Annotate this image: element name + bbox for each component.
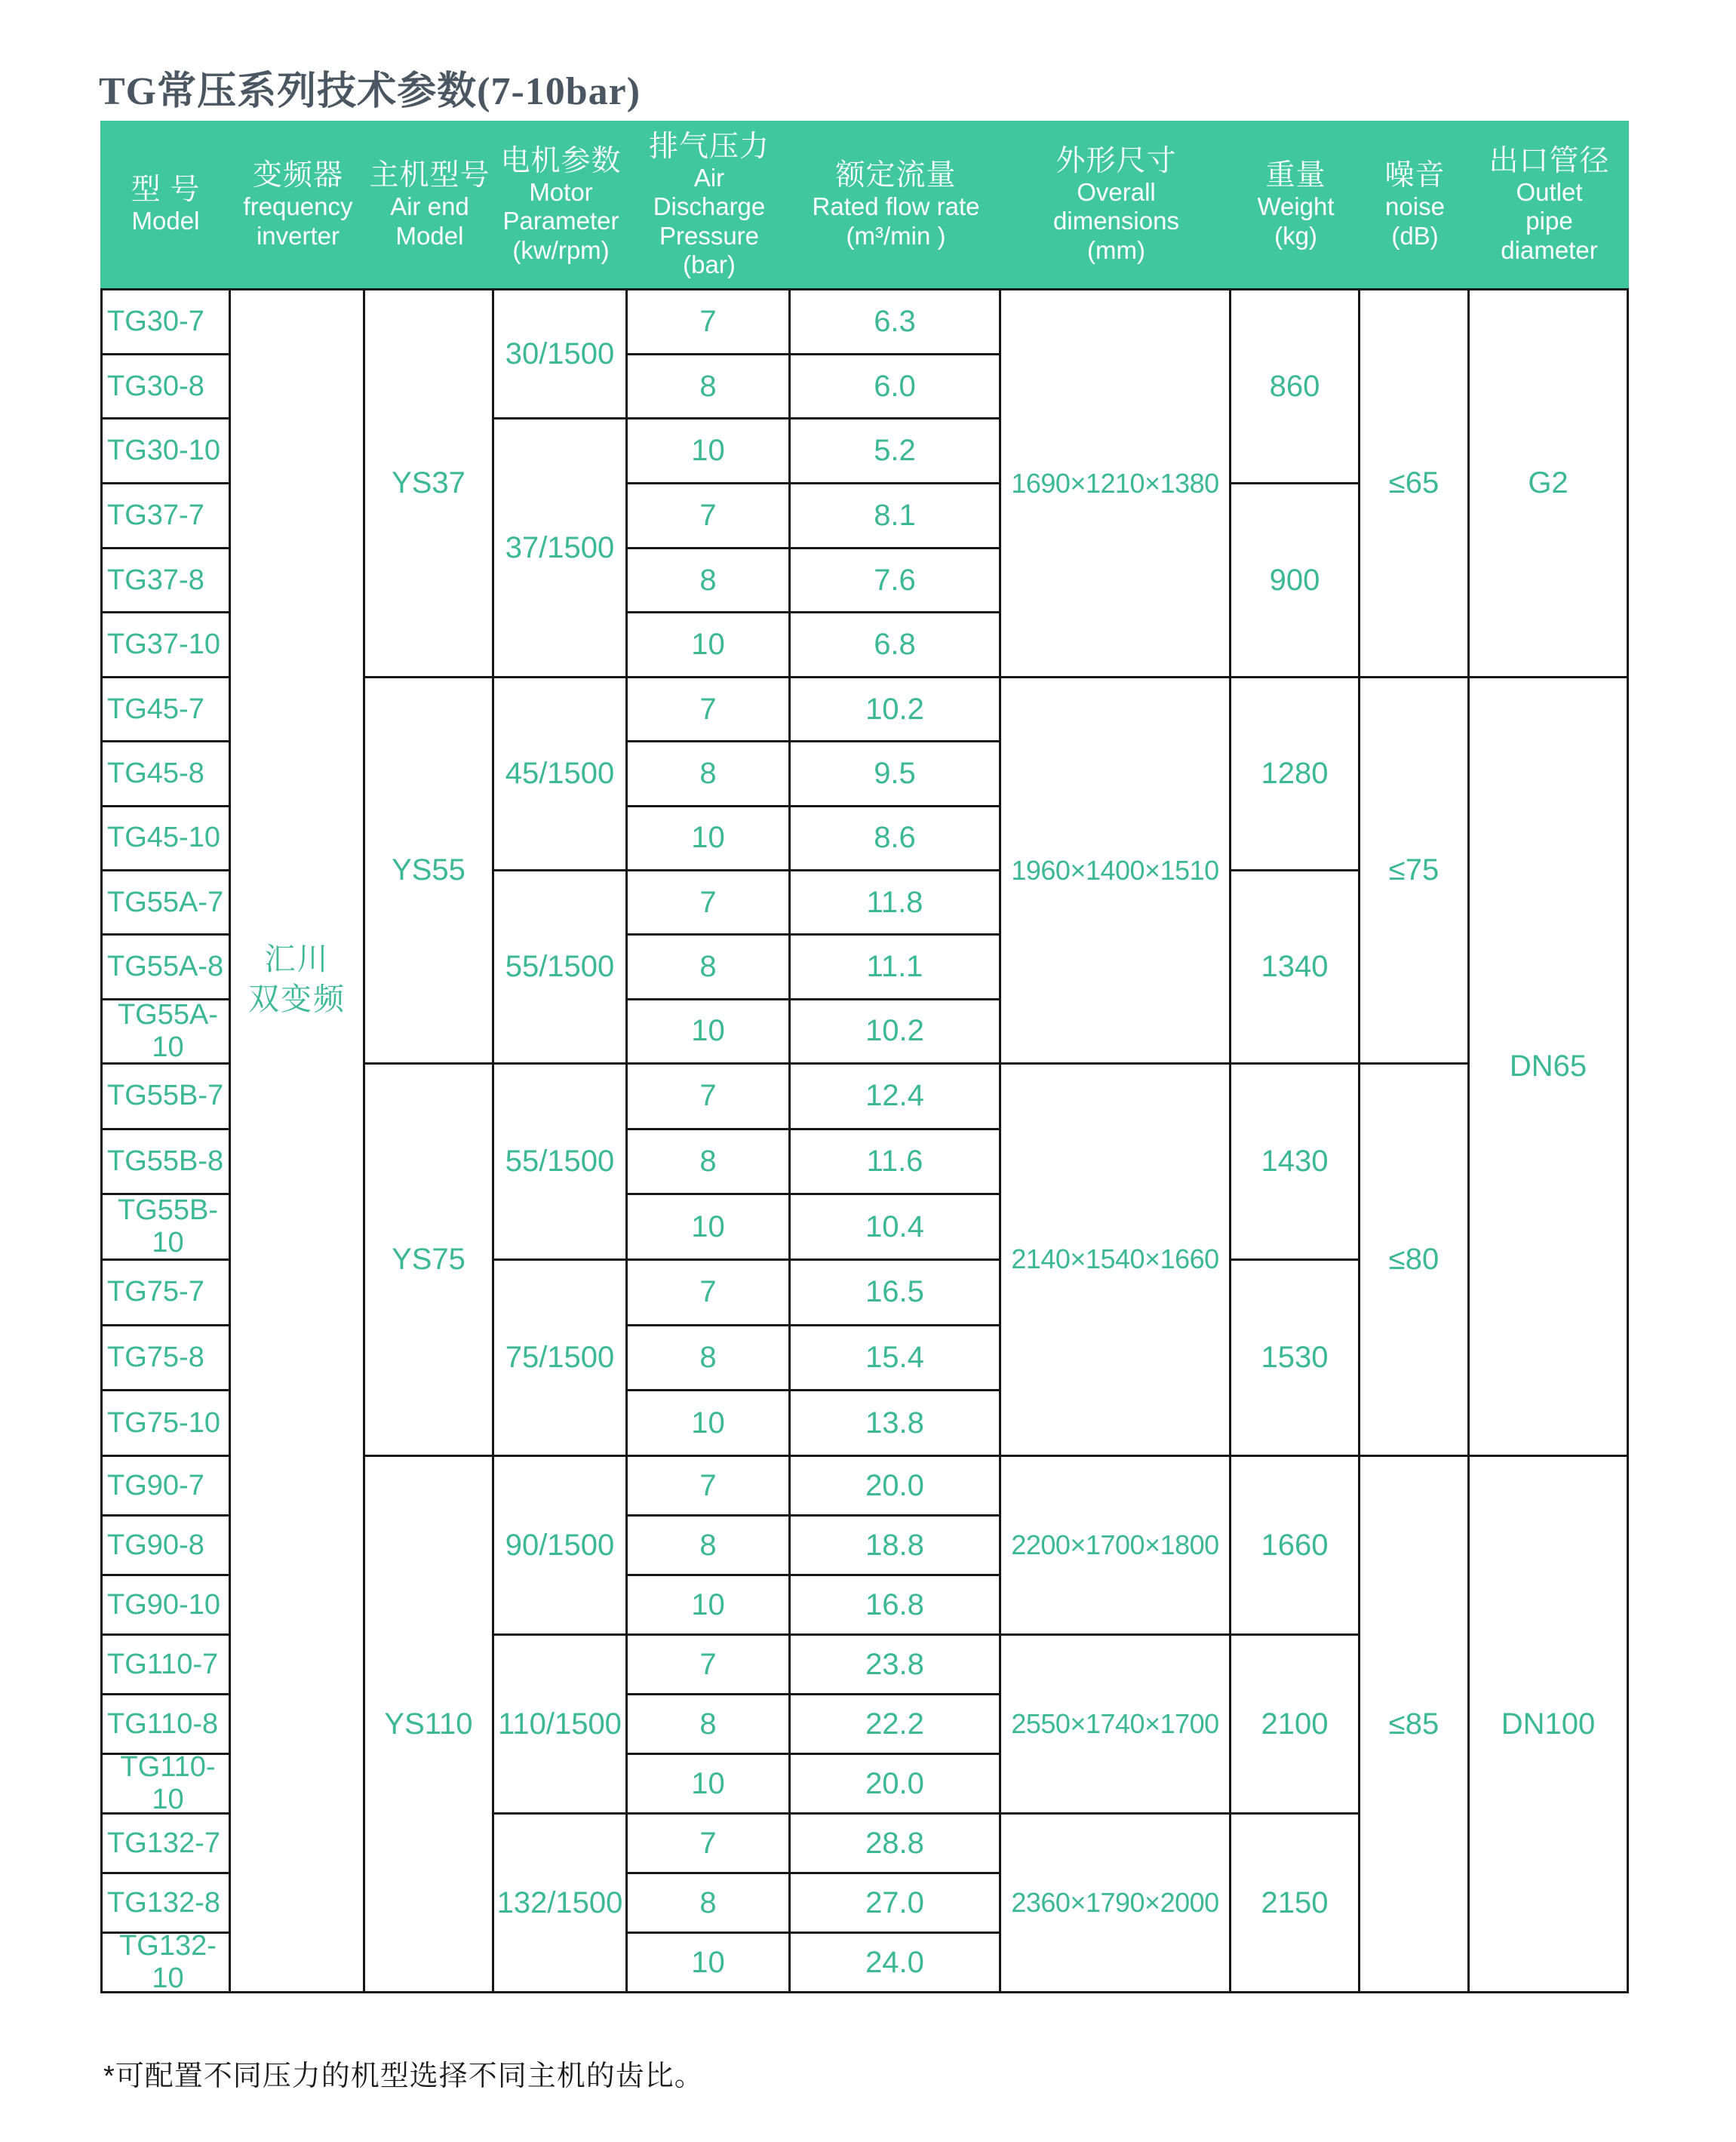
flow-cell: 8.6 xyxy=(791,807,1001,871)
model-cell: TG37-7 xyxy=(100,484,231,549)
inverter-cell xyxy=(231,290,365,1993)
weight-cell: 2100 xyxy=(1231,1636,1360,1815)
model-cell: TG90-10 xyxy=(100,1576,231,1636)
flow-cell: 22.2 xyxy=(791,1695,1001,1755)
pressure-cell: 8 xyxy=(628,549,791,614)
pressure-cell: 10 xyxy=(628,1934,791,1993)
motor-cell: 110/1500 xyxy=(494,1636,628,1815)
col-header-outlet-line: Outlet xyxy=(1516,178,1583,207)
outlet-cell: DN65 xyxy=(1470,678,1629,1457)
flow-cell: 11.1 xyxy=(791,936,1001,1000)
pressure-cell: 7 xyxy=(628,1065,791,1130)
model-cell: TG132-10 xyxy=(100,1934,231,1993)
col-header-noise-line: noise xyxy=(1385,192,1445,221)
air-end-cell: YS37 xyxy=(365,290,494,678)
flow-cell: 16.8 xyxy=(791,1576,1001,1636)
flow-cell: 15.4 xyxy=(791,1326,1001,1392)
flow-cell: 16.5 xyxy=(791,1261,1001,1326)
flow-cell: 11.6 xyxy=(791,1130,1001,1196)
dimensions-cell: 2140×1540×1660 xyxy=(1001,1065,1231,1457)
pressure-cell: 7 xyxy=(628,484,791,549)
model-cell: TG75-10 xyxy=(100,1391,231,1457)
col-header-inverter-line: frequency xyxy=(243,192,353,221)
weight-cell: 1430 xyxy=(1231,1065,1360,1261)
noise-cell: ≤65 xyxy=(1360,290,1470,678)
col-header-flow xyxy=(791,121,1001,290)
model-cell: TG110-8 xyxy=(100,1695,231,1755)
air-end-cell: YS75 xyxy=(365,1065,494,1457)
flow-cell: 20.0 xyxy=(791,1755,1001,1815)
air-end-cell: YS110 xyxy=(365,1457,494,1993)
flow-cell: 27.0 xyxy=(791,1874,1001,1934)
col-header-flow-line: (m³/min ) xyxy=(846,221,946,250)
motor-cell: 55/1500 xyxy=(494,871,628,1065)
spec-table xyxy=(100,121,1629,1993)
col-header-inverter-line: inverter xyxy=(256,221,340,250)
weight-cell: 2150 xyxy=(1231,1815,1360,1993)
flow-cell: 7.6 xyxy=(791,549,1001,614)
flow-cell: 6.8 xyxy=(791,613,1001,678)
pressure-cell: 10 xyxy=(628,1755,791,1815)
model-cell: TG45-10 xyxy=(100,807,231,871)
col-header-motor-line: 电机参数 xyxy=(500,144,622,177)
dimensions-cell: 2550×1740×1700 xyxy=(1001,1636,1231,1815)
pressure-cell: 10 xyxy=(628,1576,791,1636)
col-header-outlet-line: pipe xyxy=(1526,207,1573,235)
flow-cell: 10.2 xyxy=(791,678,1001,742)
col-header-outlet-line: diameter xyxy=(1501,235,1598,264)
weight-cell: 1280 xyxy=(1231,678,1360,871)
motor-cell: 55/1500 xyxy=(494,1065,628,1261)
motor-cell: 45/1500 xyxy=(494,678,628,871)
model-cell: TG110-10 xyxy=(100,1755,231,1815)
col-header-noise-line: (dB) xyxy=(1391,221,1439,250)
air-end-cell: YS55 xyxy=(365,678,494,1065)
motor-cell: 37/1500 xyxy=(494,419,628,678)
col-header-motor-line: Parameter xyxy=(502,207,619,235)
pressure-cell: 7 xyxy=(628,871,791,936)
pressure-cell: 8 xyxy=(628,1130,791,1196)
col-header-airend-line: 主机型号 xyxy=(369,159,490,192)
weight-cell: 1530 xyxy=(1231,1261,1360,1457)
col-header-flow-line: 额定流量 xyxy=(835,159,957,192)
weight-cell: 1340 xyxy=(1231,871,1360,1065)
noise-cell: ≤85 xyxy=(1360,1457,1470,1993)
col-header-model-line: Model xyxy=(131,207,200,235)
pressure-cell: 8 xyxy=(628,1695,791,1755)
weight-cell: 860 xyxy=(1231,290,1360,484)
model-cell: TG55A-8 xyxy=(100,936,231,1000)
pressure-cell: 10 xyxy=(628,1391,791,1457)
pressure-cell: 8 xyxy=(628,1874,791,1934)
col-header-inverter-line: 变频器 xyxy=(252,159,343,192)
pressure-cell: 8 xyxy=(628,742,791,807)
pressure-cell: 8 xyxy=(628,355,791,420)
inverter-label-line: 双变频 xyxy=(248,982,346,1017)
pressure-cell: 7 xyxy=(628,290,791,355)
pressure-cell: 10 xyxy=(628,1000,791,1065)
model-cell: TG37-8 xyxy=(100,549,231,614)
pressure-cell: 7 xyxy=(628,678,791,742)
model-cell: TG75-7 xyxy=(100,1261,231,1326)
motor-cell: 30/1500 xyxy=(494,290,628,419)
dimensions-cell: 2200×1700×1800 xyxy=(1001,1457,1231,1636)
flow-cell: 6.3 xyxy=(791,290,1001,355)
col-header-dimensions-line: Overall xyxy=(1077,178,1156,207)
col-header-motor xyxy=(494,121,628,290)
inverter-label xyxy=(231,939,363,1020)
col-header-pressure-line: (bar) xyxy=(683,250,736,278)
model-cell: TG30-8 xyxy=(100,355,231,420)
dimensions-cell: 2360×1790×2000 xyxy=(1001,1815,1231,1993)
weight-cell: 900 xyxy=(1231,484,1360,678)
col-header-weight-line: (kg) xyxy=(1274,221,1317,250)
dimensions-cell: 1960×1400×1510 xyxy=(1001,678,1231,1065)
col-header-dimensions-line: dimensions xyxy=(1053,207,1179,235)
flow-cell: 20.0 xyxy=(791,1457,1001,1517)
col-header-dimensions-line: (mm) xyxy=(1087,235,1145,264)
flow-cell: 13.8 xyxy=(791,1391,1001,1457)
col-header-weight-line: Weight xyxy=(1257,192,1335,221)
col-header-pressure-line: Discharge xyxy=(653,192,766,221)
col-header-model xyxy=(100,121,231,290)
motor-cell: 132/1500 xyxy=(494,1815,628,1993)
pressure-cell: 7 xyxy=(628,1815,791,1874)
noise-cell: ≤80 xyxy=(1360,1065,1470,1457)
col-header-pressure-line: Pressure xyxy=(659,221,760,250)
model-cell: TG30-10 xyxy=(100,419,231,484)
col-header-pressure-line: 排气压力 xyxy=(648,130,770,163)
inverter-label-line: 汇川 xyxy=(264,942,330,976)
pressure-cell: 8 xyxy=(628,1517,791,1576)
pressure-cell: 10 xyxy=(628,1195,791,1261)
model-cell: TG55B-10 xyxy=(100,1195,231,1261)
model-cell: TG30-7 xyxy=(100,290,231,355)
model-cell: TG90-7 xyxy=(100,1457,231,1517)
pressure-cell: 8 xyxy=(628,1326,791,1392)
model-cell: TG75-8 xyxy=(100,1326,231,1392)
flow-cell: 28.8 xyxy=(791,1815,1001,1874)
model-cell: TG45-8 xyxy=(100,742,231,807)
model-cell: TG110-7 xyxy=(100,1636,231,1695)
col-header-inverter xyxy=(231,121,365,290)
col-header-pressure-line: Air xyxy=(693,164,725,192)
dimensions-cell: 1690×1210×1380 xyxy=(1001,290,1231,678)
outlet-cell: DN100 xyxy=(1470,1457,1629,1993)
model-cell: TG55B-8 xyxy=(100,1130,231,1196)
col-header-motor-line: Motor xyxy=(529,178,593,207)
flow-cell: 12.4 xyxy=(791,1065,1001,1130)
col-header-dimensions-line: 外形尺寸 xyxy=(1055,144,1177,177)
noise-cell: ≤75 xyxy=(1360,678,1470,1065)
col-header-motor-line: (kw/rpm) xyxy=(512,235,610,264)
model-cell: TG37-10 xyxy=(100,613,231,678)
col-header-outlet xyxy=(1470,121,1629,290)
flow-cell: 6.0 xyxy=(791,355,1001,420)
model-cell: TG55A-10 xyxy=(100,1000,231,1065)
motor-cell: 75/1500 xyxy=(494,1261,628,1457)
col-header-noise-line: 噪音 xyxy=(1384,159,1446,192)
model-cell: TG132-8 xyxy=(100,1874,231,1934)
outlet-cell: G2 xyxy=(1470,290,1629,678)
motor-cell: 90/1500 xyxy=(494,1457,628,1636)
pressure-cell: 10 xyxy=(628,807,791,871)
col-header-flow-line: Rated flow rate xyxy=(812,192,980,221)
model-cell: TG90-8 xyxy=(100,1517,231,1576)
flow-cell: 23.8 xyxy=(791,1636,1001,1695)
flow-cell: 11.8 xyxy=(791,871,1001,936)
flow-cell: 18.8 xyxy=(791,1517,1001,1576)
flow-cell: 10.4 xyxy=(791,1195,1001,1261)
pressure-cell: 7 xyxy=(628,1261,791,1326)
page-title: TG常压系列技术参数(7-10bar) xyxy=(99,69,641,113)
model-cell: TG45-7 xyxy=(100,678,231,742)
flow-cell: 5.2 xyxy=(791,419,1001,484)
col-header-airend-line: Model xyxy=(395,221,464,250)
weight-cell: 1660 xyxy=(1231,1457,1360,1636)
pressure-cell: 8 xyxy=(628,936,791,1000)
col-header-weight-line: 重量 xyxy=(1265,159,1326,192)
model-cell: TG55B-7 xyxy=(100,1065,231,1130)
col-header-weight xyxy=(1231,121,1360,290)
pressure-cell: 7 xyxy=(628,1457,791,1517)
pressure-cell: 10 xyxy=(628,419,791,484)
pressure-cell: 10 xyxy=(628,613,791,678)
col-header-model-line: 型 号 xyxy=(131,174,201,207)
flow-cell: 24.0 xyxy=(791,1934,1001,1993)
col-header-noise xyxy=(1360,121,1470,290)
model-cell: TG55A-7 xyxy=(100,871,231,936)
model-cell: TG132-7 xyxy=(100,1815,231,1874)
flow-cell: 10.2 xyxy=(791,1000,1001,1065)
footnote: *可配置不同压力的机型选择不同主机的齿比。 xyxy=(103,2061,704,2092)
flow-cell: 9.5 xyxy=(791,742,1001,807)
col-header-airend-line: Air end xyxy=(390,192,469,221)
col-header-outlet-line: 出口管径 xyxy=(1489,144,1610,177)
pressure-cell: 7 xyxy=(628,1636,791,1695)
flow-cell: 8.1 xyxy=(791,484,1001,549)
col-header-dimensions xyxy=(1001,121,1231,290)
col-header-pressure xyxy=(628,121,791,290)
col-header-airend xyxy=(365,121,494,290)
